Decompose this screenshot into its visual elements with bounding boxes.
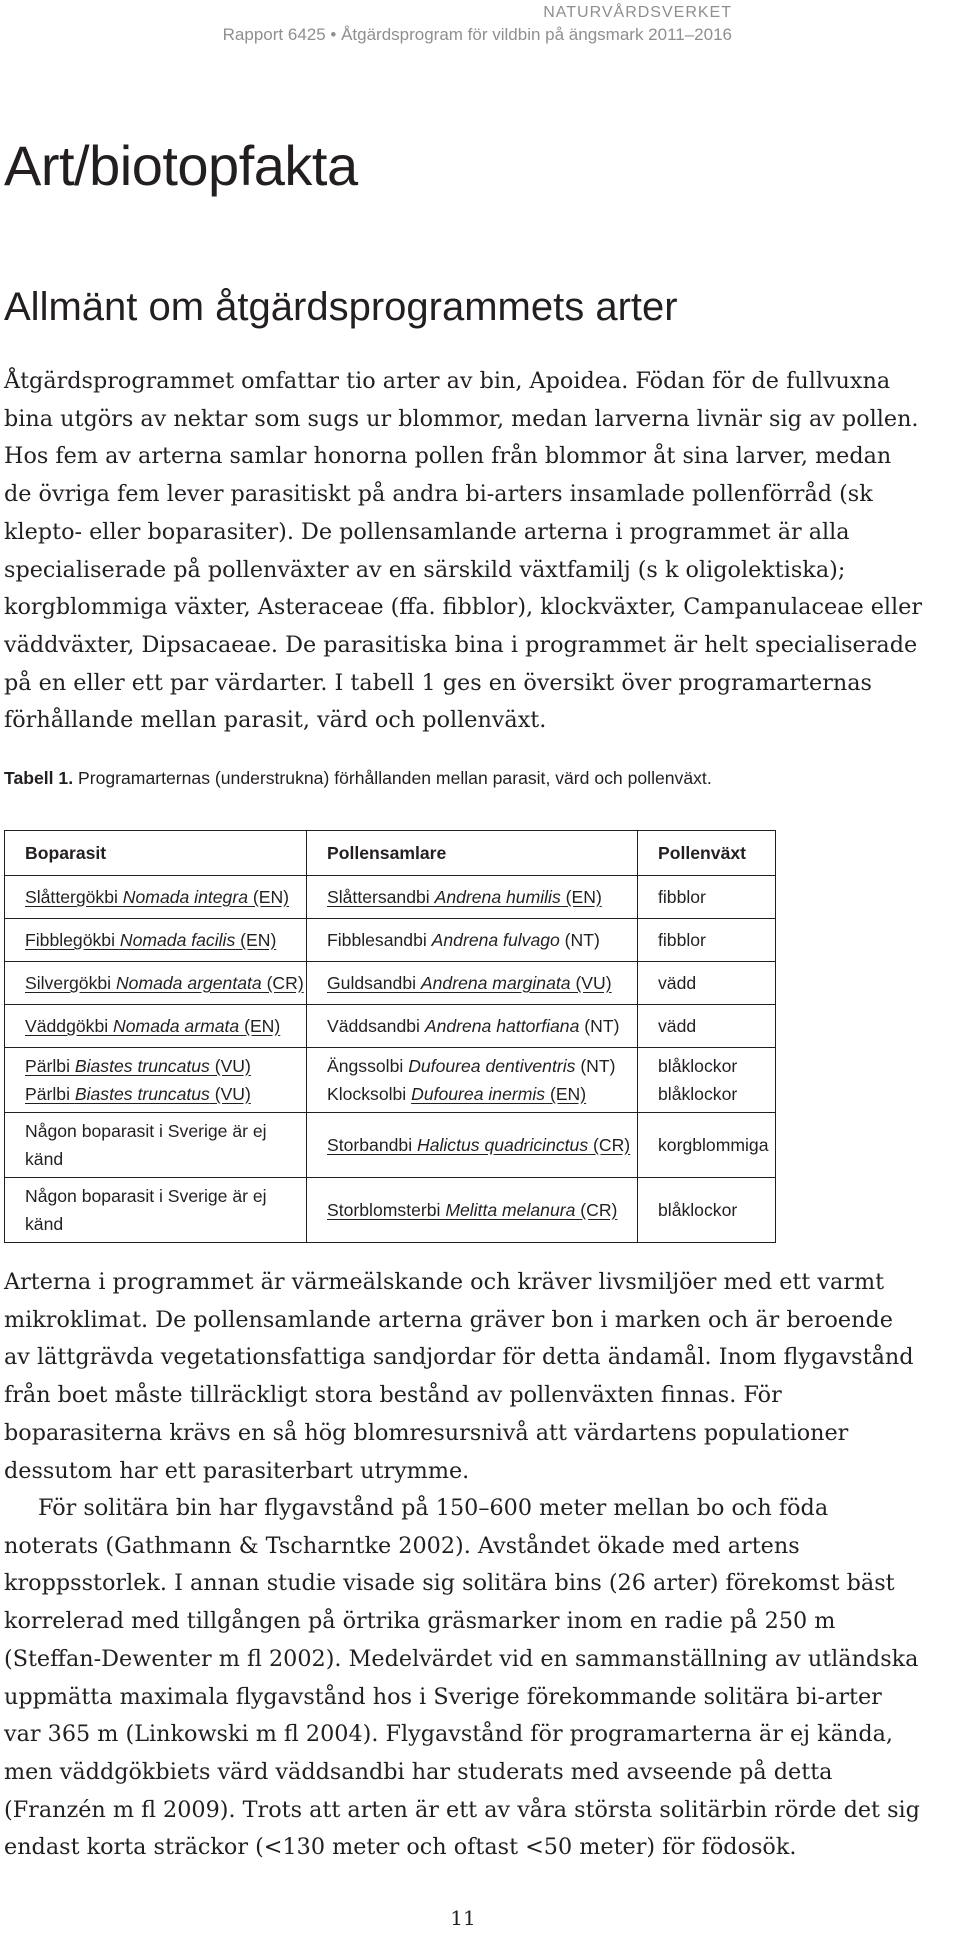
parasite-cell: Någon boparasit i Sverige är ej känd [5, 1178, 307, 1243]
species-latin-name: Nomada facilis [119, 930, 236, 950]
species-name [327, 1135, 630, 1155]
collector-cell [307, 919, 638, 962]
species-name [25, 930, 276, 950]
species-latin-name: Andrena fulvago [431, 930, 560, 950]
collector-cell [307, 1178, 638, 1243]
redlist-status: (CR) [575, 1200, 618, 1220]
species-common-name: Väddgökbi [25, 1016, 114, 1036]
column-header-collector: Pollensamlare [307, 831, 638, 876]
collector-cell [307, 1005, 638, 1048]
species-name [327, 887, 602, 907]
table-row [5, 1048, 776, 1113]
species-common-name: Guldsandbi [327, 973, 421, 993]
species-common-name: Väddsandbi [327, 1016, 425, 1036]
section-heading: Allmänt om åtgärdsprogrammets arter [4, 285, 678, 329]
parasite-cell: Någon boparasit i Sverige är ej känd [5, 1113, 307, 1178]
plant-cell: korgblommiga [638, 1113, 776, 1178]
table-row [5, 1178, 776, 1243]
species-common-name: Fibblegökbi [25, 930, 120, 950]
running-header [223, 0, 732, 47]
table-row [5, 919, 776, 962]
species-common-name: Pärlbi [25, 1056, 75, 1076]
plant-name: blåklockor [658, 1084, 738, 1104]
species-latin-name: Nomada argentata [115, 973, 262, 993]
table-caption-label: Tabell 1. [4, 768, 74, 788]
publisher-name: NATURVÅRDSVERKET [543, 4, 732, 21]
species-name [327, 1200, 617, 1220]
column-header-plant: Pollenväxt [638, 831, 776, 876]
species-name [327, 973, 612, 993]
species-latin-name: Biastes truncatus [74, 1084, 210, 1104]
species-latin-name: Andrena humilis [434, 887, 561, 907]
species-common-name: Slåttersandbi [327, 887, 435, 907]
redlist-status: (NT) [559, 930, 600, 950]
redlist-status: (CR) [588, 1135, 631, 1155]
species-name [25, 887, 289, 907]
species-name [25, 1052, 306, 1080]
plant-cell: vädd [638, 962, 776, 1005]
redlist-status: (EN) [545, 1084, 587, 1104]
species-latin-name: Halictus quadricinctus [417, 1135, 589, 1155]
species-table [4, 830, 776, 1243]
species-common-name: Ängssolbi [327, 1056, 409, 1076]
species-latin-name: Andrena hattorfiana [424, 1016, 580, 1036]
redlist-status: (NT) [579, 1016, 620, 1036]
species-common-name: Silvergökbi [25, 973, 116, 993]
collector-cell [307, 876, 638, 919]
species-latin-name: Nomada integra [122, 887, 248, 907]
parasite-cell [5, 1005, 307, 1048]
species-name [25, 973, 304, 993]
redlist-status: (CR) [261, 973, 304, 993]
parasite-cell [5, 876, 307, 919]
flight-distance-paragraph: För solitära bin har flygavstånd på 150–600 meter mellan bo och föda noterats (Gathmann & Tscharntke 2002). Avståndet ökade med artens kroppsstorlek. I annan studie visade sig solitära bins (26 arter) förekomst bäst korrelerad med tillgången på örtrika gräsmarker inom en radie på 250 m (Steffan-Dewenter m fl 2002). Medelvärdet vid en sammanställning av utländska uppmätta maximala flygavstånd hos i Sverige förekommande solitära bi-arter var 365 m (Linkowski m fl 2004). Flygavstånd för programarterna är ej kända, men väddgökbiets värd väddsandbi har studerats med avseende på detta (Franzén m fl 2009). Trots att arten är ett av våra största solitärbin rörde det sig endast korta sträckor (<130 meter och oftast <50 meter) för födosök. [4, 1495, 920, 1861]
plant-cell: fibblor [638, 876, 776, 919]
plant-cell: blåklockor [638, 1178, 776, 1243]
species-name [327, 1016, 619, 1036]
table-caption [4, 765, 944, 791]
plant-cell: vädd [638, 1005, 776, 1048]
collector-cell [307, 962, 638, 1005]
species-name [327, 1080, 637, 1108]
parasite-cell [5, 962, 307, 1005]
table-row [5, 1113, 776, 1178]
species-latin-name: Andrena marginata [420, 973, 571, 993]
collector-cell [307, 1048, 638, 1113]
parasite-cell [5, 1048, 307, 1113]
plant-cell: fibblor [638, 919, 776, 962]
page-title: Art/biotopfakta [4, 134, 358, 197]
plant-name: blåklockor [658, 1056, 738, 1076]
species-common-name: Storblomsterbi [327, 1200, 446, 1220]
column-header-parasite: Boparasit [5, 831, 307, 876]
species-name [25, 1016, 280, 1036]
plant-cell [638, 1048, 776, 1113]
climate-paragraph: Arterna i programmet är värmeälskande och kräver livsmiljöer med ett varmt mikroklimat. De pollensamlande arterna gräver bon i marken och är beroende av lättgrävda vegetationsfattiga sandjordar för detta ändamål. Inom flygavstånd från boet måste tillräckligt stora bestånd av pollenväxten finnas. För boparasiterna krävs en så hög blomresursnivå att värdartens populationer dessutom har ett parasiterbart utrymme. [4, 1269, 914, 1484]
collector-cell [307, 1113, 638, 1178]
species-latin-name: Dufourea inermis [411, 1084, 546, 1104]
species-name [25, 1080, 306, 1108]
redlist-status: (EN) [239, 1016, 281, 1036]
intro-paragraph: Åtgärdsprogrammet omfattar tio arter av bin, Apoidea. Födan för de fullvuxna bina utgörs av nektar som sugs ur blommor, medan larverna livnär sig av pollen. Hos fem av arterna samlar honorna pollen från blommor åt sina larver, medan de övriga fem lever parasitiskt på andra bi-arters insamlade pollenförråd (sk klepto- eller boparasiter). De pollensamlande arterna i programmet är alla specialiserade på pollenväxter av en särskild växtfamilj (s k oligolektiska); korgblommiga växter, Asteraceae (ffa. fibblor), klockväxter, Campanulaceae eller väddväxter, Dipsacaeae. De parasitiska bina i programmet är helt specialiserade på en eller ett par värdarter. I tabell 1 ges en översikt över programarternas förhållande mellan parasit, värd och pollenväxt. [4, 368, 923, 734]
table-row [5, 876, 776, 919]
species-common-name: Pärlbi [25, 1084, 75, 1104]
species-common-name: Storbandbi [327, 1135, 417, 1155]
table-row [5, 962, 776, 1005]
redlist-status: (EN) [235, 930, 277, 950]
report-title: Rapport 6425 • Åtgärdsprogram för vildbin på ängsmark 2011–2016 [222, 25, 732, 44]
page-number: 11 [450, 1906, 476, 1930]
redlist-status: (EN) [247, 887, 290, 907]
redlist-status: (VU) [209, 1084, 251, 1104]
species-name [327, 1052, 637, 1080]
species-common-name: Klocksolbi [327, 1084, 412, 1104]
species-common-name: Slåttergökbi [25, 887, 123, 907]
table-caption-text: Programarternas (understrukna) förhållanden mellan parasit, värd och pollenväxt. [78, 768, 712, 788]
species-latin-name: Biastes truncatus [74, 1056, 210, 1076]
table-header-row [5, 831, 776, 876]
species-latin-name: Nomada armata [113, 1016, 240, 1036]
redlist-status: (NT) [575, 1056, 616, 1076]
redlist-status: (VU) [209, 1056, 251, 1076]
species-latin-name: Dufourea dentiventris [408, 1056, 576, 1076]
redlist-status: (EN) [560, 887, 602, 907]
species-name [327, 930, 600, 950]
redlist-status: (VU) [570, 973, 612, 993]
parasite-cell [5, 919, 307, 962]
species-latin-name: Melitta melanura [445, 1200, 576, 1220]
table-row [5, 1005, 776, 1048]
species-common-name: Fibblesandbi [327, 930, 432, 950]
